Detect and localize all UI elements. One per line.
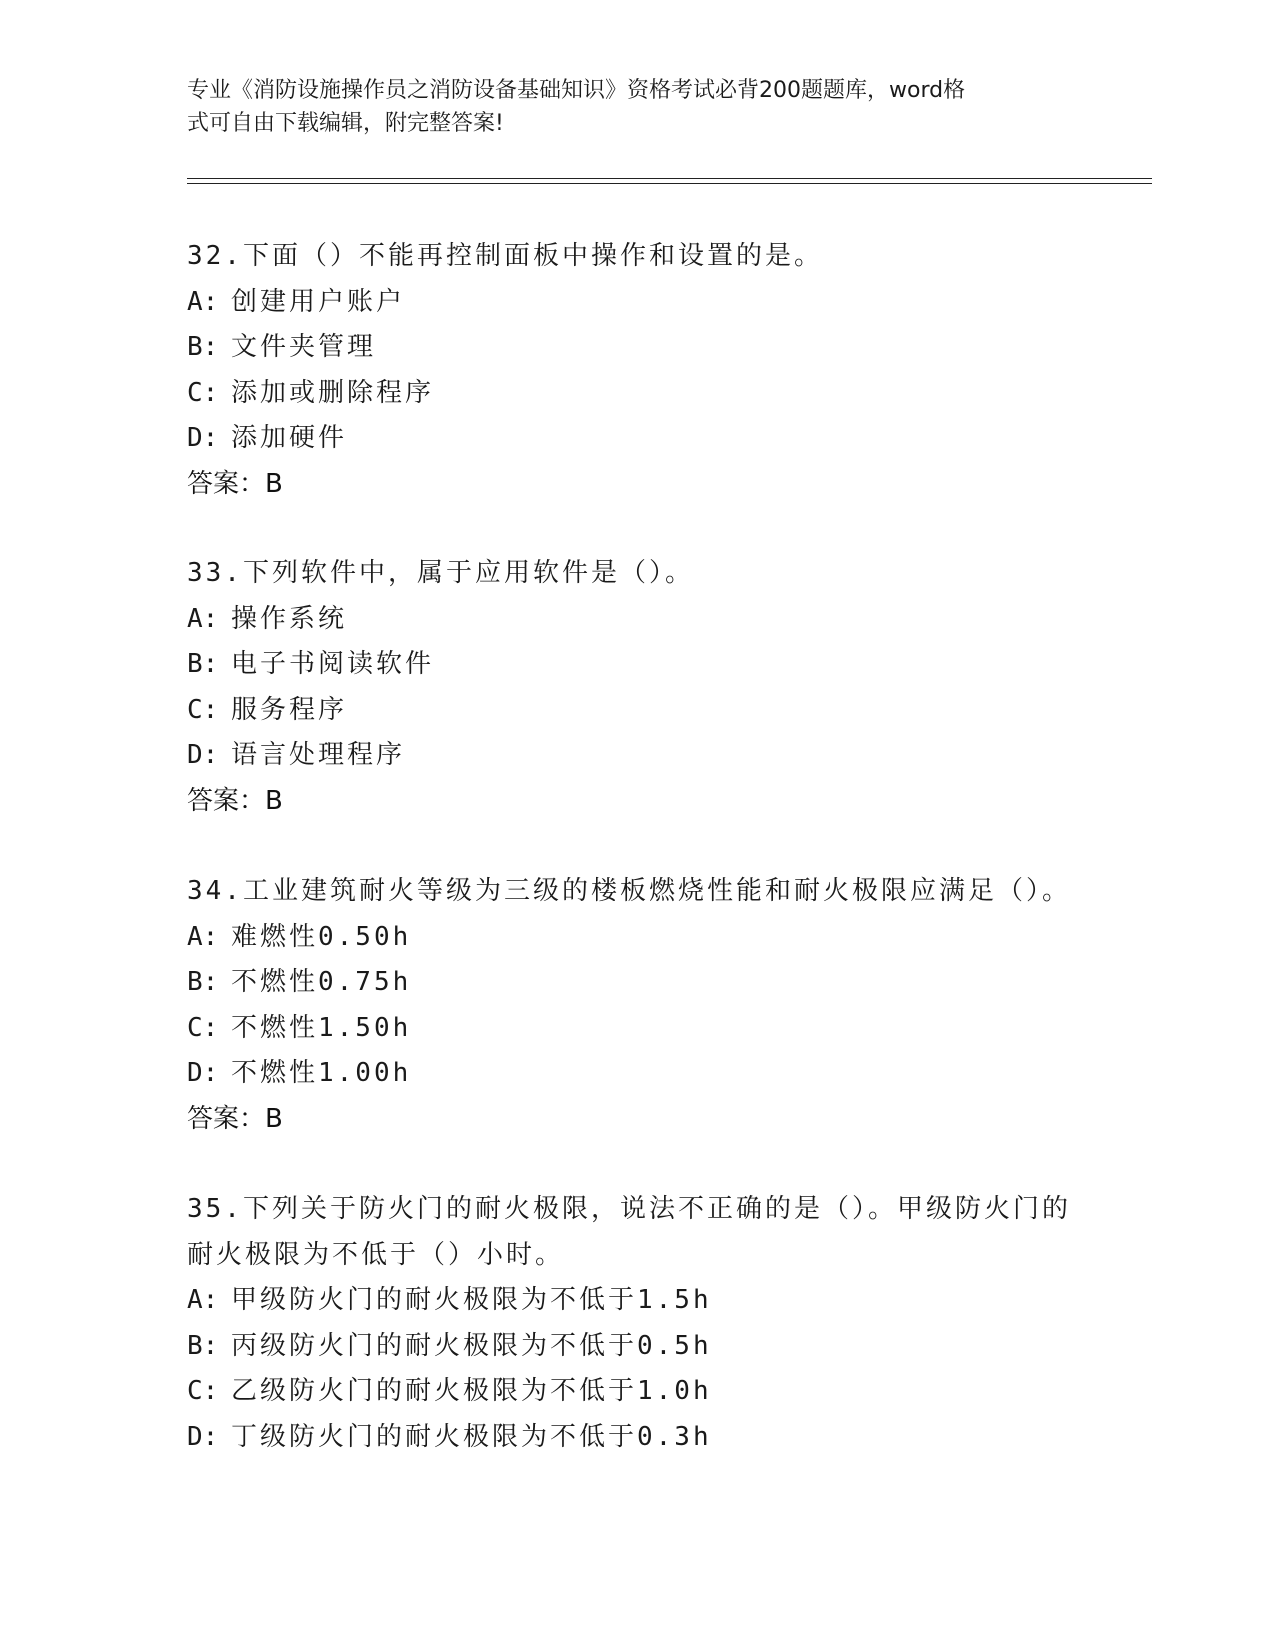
option-key: B:: [187, 649, 219, 679]
question-stem: 33.下列软件中，属于应用软件是（）。: [187, 558, 694, 588]
option-key: A:: [187, 921, 219, 952]
question-stem: 32.下面（）不能再控制面板中操作和设置的是。: [187, 241, 823, 271]
question-stem: 34.工业建筑耐火等级为三级的楼板燃烧性能和耐火极限应满足（）。: [187, 876, 1071, 906]
option-key: A:: [187, 1285, 219, 1315]
option-b: [187, 325, 1087, 371]
question-32: [187, 234, 1087, 507]
option-a: [187, 915, 1087, 961]
answer: 答案：B: [187, 785, 283, 816]
option-key: D:: [187, 423, 219, 453]
option-a: [187, 280, 1087, 326]
option-d: [187, 1415, 1087, 1461]
option-text: 文件夹管理: [231, 332, 377, 362]
option-text: 难燃性0.50h: [231, 921, 412, 952]
header-line-2: 式可自由下载编辑，附完整答案!: [187, 111, 504, 136]
option-key: A:: [187, 286, 219, 317]
option-text: 语言处理程序: [231, 740, 406, 770]
option-key: C:: [187, 694, 219, 725]
answer: 答案：B: [187, 468, 283, 499]
question-35: [187, 1187, 1087, 1460]
header-divider-bottom: [187, 183, 1152, 184]
option-c: [187, 688, 1087, 734]
option-text: 不燃性1.50h: [231, 1012, 412, 1043]
option-key: D:: [187, 1421, 219, 1452]
option-key: D:: [187, 740, 219, 770]
option-key: C:: [187, 1012, 219, 1043]
option-c: [187, 1006, 1087, 1052]
option-text: 添加或删除程序: [231, 377, 435, 408]
option-key: C:: [187, 377, 219, 408]
option-text: 丙级防火门的耐火极限为不低于0.5h: [231, 1330, 712, 1361]
header-line-1: 专业《消防设施操作员之消防设备基础知识》资格考试必背200题题库，word格: [187, 78, 966, 103]
option-d: [187, 416, 1087, 462]
option-a: [187, 597, 1087, 643]
option-a: [187, 1278, 1087, 1324]
option-c: [187, 371, 1087, 417]
header-divider-top: [187, 178, 1152, 179]
option-b: [187, 642, 1087, 688]
option-key: D:: [187, 1058, 219, 1088]
option-text: 服务程序: [231, 694, 348, 725]
option-text: 不燃性0.75h: [231, 967, 412, 997]
option-key: B:: [187, 967, 219, 997]
option-key: C:: [187, 1376, 219, 1406]
option-text: 乙级防火门的耐火极限为不低于1.0h: [231, 1376, 712, 1406]
option-key: B:: [187, 1330, 219, 1361]
option-text: 丁级防火门的耐火极限为不低于0.3h: [231, 1421, 712, 1452]
option-text: 电子书阅读软件: [231, 649, 435, 679]
option-text: 不燃性1.00h: [231, 1058, 412, 1088]
option-b: [187, 960, 1087, 1006]
option-text: 添加硬件: [231, 423, 348, 453]
option-text: 操作系统: [231, 603, 348, 634]
option-d: [187, 733, 1087, 779]
answer: 答案：B: [187, 1103, 283, 1134]
document-header: [187, 74, 1067, 140]
option-b: [187, 1324, 1087, 1370]
question-34: [187, 869, 1087, 1142]
option-text: 创建用户账户: [231, 286, 406, 317]
option-key: A:: [187, 603, 219, 634]
question-stem: 35.下列关于防火门的耐火极限，说法不正确的是（）。甲级防火门的耐火极限为不低于（）小时。: [187, 1194, 1071, 1270]
option-text: 甲级防火门的耐火极限为不低于1.5h: [231, 1285, 712, 1315]
option-key: B:: [187, 332, 219, 362]
option-d: [187, 1051, 1087, 1097]
option-c: [187, 1369, 1087, 1415]
question-33: [187, 551, 1087, 824]
